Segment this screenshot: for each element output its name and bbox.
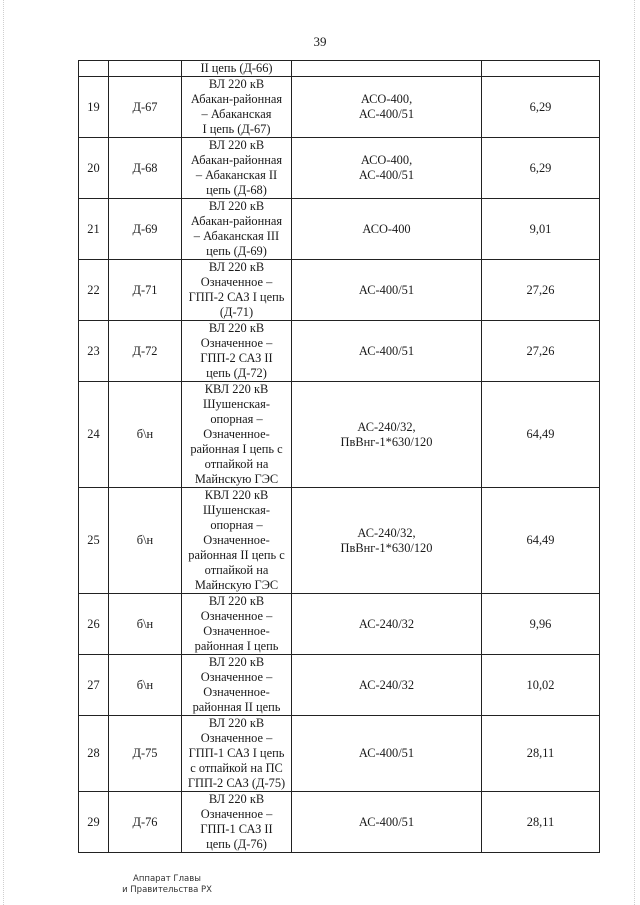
right-margin-dots — [634, 0, 636, 905]
cell-name: КВЛ 220 кВ Шушенская- опорная – Означенное- районная II цепь с отпайкой на Майнскую ГЭС — [182, 488, 292, 594]
table-row — [79, 655, 600, 716]
cell-code: б\н — [109, 488, 182, 594]
cell-num: 29 — [79, 792, 109, 853]
page-number: 39 — [313, 34, 327, 49]
cell-name: КВЛ 220 кВ Шушенская- опорная – Означенное- районная I цепь с отпайкой на Майнскую ГЭС — [182, 382, 292, 488]
cell-code: б\н — [109, 594, 182, 655]
cell-num: 19 — [79, 77, 109, 138]
cell-length: 27,26 — [482, 260, 600, 321]
cell-wire: АС-240/32 — [292, 594, 482, 655]
cell-length: 6,29 — [482, 138, 600, 199]
cell-length: 6,29 — [482, 77, 600, 138]
cell-num: 20 — [79, 138, 109, 199]
cell-length: 9,01 — [482, 199, 600, 260]
cell-wire: АС-240/32, ПвВнг-1*630/120 — [292, 382, 482, 488]
cell-code: б\н — [109, 382, 182, 488]
table-row — [79, 199, 600, 260]
cell-code — [109, 61, 182, 77]
cell-length: 64,49 — [482, 382, 600, 488]
cell-wire: АС-400/51 — [292, 321, 482, 382]
cell-length: 10,02 — [482, 655, 600, 716]
cell-code: Д-69 — [109, 199, 182, 260]
cell-wire: АСО-400, АС-400/51 — [292, 138, 482, 199]
cell-wire: АСО-400, АС-400/51 — [292, 77, 482, 138]
cell-num — [79, 61, 109, 77]
cell-num: 22 — [79, 260, 109, 321]
cell-name: ВЛ 220 кВ Означенное – ГПП-1 САЗ I цепь с отпайкой на ПС ГПП-2 САЗ (Д-75) — [182, 716, 292, 792]
footer-line-1: Аппарат Главы — [133, 874, 201, 884]
table-row — [79, 716, 600, 792]
cell-num: 25 — [79, 488, 109, 594]
cell-name: ВЛ 220 кВ Абакан-районная – Абаканская II цепь (Д-68) — [182, 138, 292, 199]
cell-code: Д-76 — [109, 792, 182, 853]
cell-wire: АСО-400 — [292, 199, 482, 260]
cell-num: 26 — [79, 594, 109, 655]
cell-wire: АС-240/32 — [292, 655, 482, 716]
cell-code: Д-72 — [109, 321, 182, 382]
cell-num: 27 — [79, 655, 109, 716]
cell-name: ВЛ 220 кВ Означенное – ГПП-1 САЗ II цепь (Д-76) — [182, 792, 292, 853]
cell-name: ВЛ 220 кВ Означенное – ГПП-2 САЗ I цепь (Д-71) — [182, 260, 292, 321]
table-row — [79, 382, 600, 488]
cell-wire: АС-400/51 — [292, 716, 482, 792]
cell-code: Д-75 — [109, 716, 182, 792]
cell-wire: АС-400/51 — [292, 260, 482, 321]
table-row — [79, 260, 600, 321]
cell-length: 28,11 — [482, 716, 600, 792]
table-row — [79, 792, 600, 853]
cell-name: ВЛ 220 кВ Абакан-районная – Абаканская III цепь (Д-69) — [182, 199, 292, 260]
table-row — [79, 488, 600, 594]
cell-code: Д-67 — [109, 77, 182, 138]
cell-name: ВЛ 220 кВ Означенное – Означенное- районная II цепь — [182, 655, 292, 716]
power-lines-table — [78, 60, 600, 853]
table-row — [79, 594, 600, 655]
cell-num: 21 — [79, 199, 109, 260]
cell-wire — [292, 61, 482, 77]
cell-length: 28,11 — [482, 792, 600, 853]
table-row — [79, 77, 600, 138]
cell-name: ВЛ 220 кВ Означенное – Означенное- районная I цепь — [182, 594, 292, 655]
cell-length: 64,49 — [482, 488, 600, 594]
cell-length: 9,96 — [482, 594, 600, 655]
cell-name: ВЛ 220 кВ Абакан-районная – Абаканская I цепь (Д-67) — [182, 77, 292, 138]
cell-num: 23 — [79, 321, 109, 382]
cell-name: ВЛ 220 кВ Означенное – ГПП-2 САЗ II цепь (Д-72) — [182, 321, 292, 382]
cell-code: Д-71 — [109, 260, 182, 321]
cell-code: Д-68 — [109, 138, 182, 199]
table-row — [79, 321, 600, 382]
cell-wire: АС-400/51 — [292, 792, 482, 853]
cell-wire: АС-240/32, ПвВнг-1*630/120 — [292, 488, 482, 594]
table-row — [79, 138, 600, 199]
footer-line-2: и Правительства РХ — [122, 885, 212, 895]
cell-code: б\н — [109, 655, 182, 716]
table-row-continuation — [79, 61, 600, 77]
left-margin-dots — [3, 0, 5, 905]
cell-name: II цепь (Д-66) — [182, 61, 292, 77]
cell-num: 24 — [79, 382, 109, 488]
footer-stamp — [122, 874, 212, 896]
cell-num: 28 — [79, 716, 109, 792]
cell-length — [482, 61, 600, 77]
cell-length: 27,26 — [482, 321, 600, 382]
